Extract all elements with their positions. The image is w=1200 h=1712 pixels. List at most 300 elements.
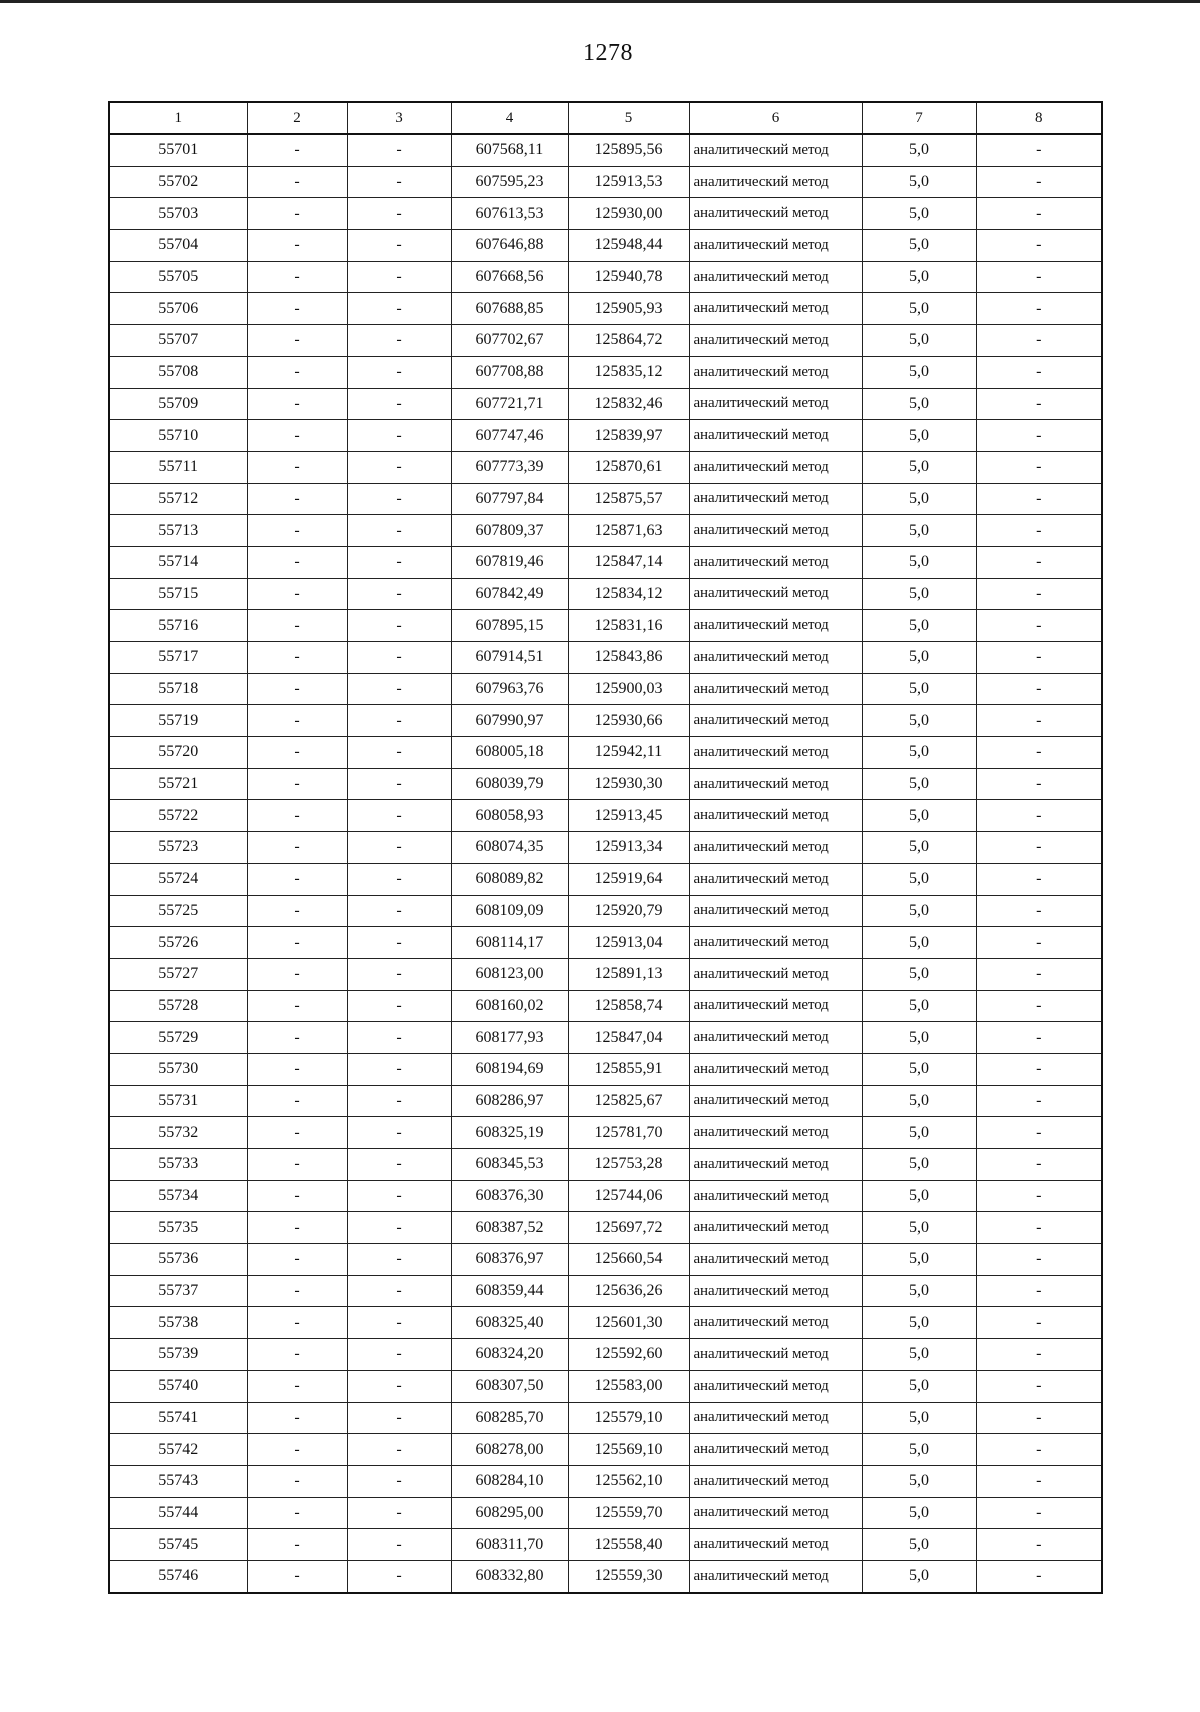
table-row <box>109 1402 1102 1434</box>
table-cell: - <box>347 927 451 959</box>
table-cell: 5,0 <box>862 1560 976 1592</box>
table-cell: аналитический метод <box>689 451 862 483</box>
table-cell: - <box>347 1307 451 1339</box>
table-cell: 55718 <box>109 673 247 705</box>
table-cell: - <box>347 483 451 515</box>
table-row <box>109 958 1102 990</box>
table-row <box>109 515 1102 547</box>
table-row <box>109 1149 1102 1181</box>
table-cell: 55707 <box>109 325 247 357</box>
table-cell: - <box>247 1244 347 1276</box>
table-cell: 55727 <box>109 958 247 990</box>
table-cell: 5,0 <box>862 293 976 325</box>
table-cell: 55732 <box>109 1117 247 1149</box>
table-cell: - <box>247 1275 347 1307</box>
table-cell: аналитический метод <box>689 863 862 895</box>
table-cell: 55742 <box>109 1434 247 1466</box>
table-cell: 55720 <box>109 737 247 769</box>
table-cell: 5,0 <box>862 863 976 895</box>
table-cell: 5,0 <box>862 1275 976 1307</box>
table-cell: 55746 <box>109 1560 247 1592</box>
table-cell: 125930,00 <box>568 198 689 230</box>
table-cell: 5,0 <box>862 1053 976 1085</box>
table-cell: 55704 <box>109 230 247 262</box>
table-cell: - <box>347 1117 451 1149</box>
table-cell: 607708,88 <box>451 356 568 388</box>
table-cell: - <box>247 863 347 895</box>
table-cell: 608332,80 <box>451 1560 568 1592</box>
table-cell: 608114,17 <box>451 927 568 959</box>
table-cell: 55701 <box>109 134 247 166</box>
table-cell: 55741 <box>109 1402 247 1434</box>
table-cell: 608177,93 <box>451 1022 568 1054</box>
table-cell: 55721 <box>109 768 247 800</box>
table-cell: - <box>247 1370 347 1402</box>
table-row <box>109 1339 1102 1371</box>
table-cell: - <box>976 230 1102 262</box>
table-cell: 608194,69 <box>451 1053 568 1085</box>
scan-edge-line <box>0 0 1200 3</box>
table-cell: 5,0 <box>862 1180 976 1212</box>
table-cell: - <box>347 356 451 388</box>
table-cell: 55740 <box>109 1370 247 1402</box>
table-row <box>109 198 1102 230</box>
table-cell: аналитический метод <box>689 800 862 832</box>
table-cell: 125835,12 <box>568 356 689 388</box>
table-cell: - <box>247 1307 347 1339</box>
table-cell: 608311,70 <box>451 1529 568 1561</box>
table-cell: аналитический метод <box>689 420 862 452</box>
table-cell: аналитический метод <box>689 1022 862 1054</box>
table-row <box>109 325 1102 357</box>
table-cell: - <box>247 451 347 483</box>
table-cell: 608123,00 <box>451 958 568 990</box>
table-cell: - <box>976 1244 1102 1276</box>
table-cell: - <box>976 705 1102 737</box>
table-cell: 125839,97 <box>568 420 689 452</box>
table-cell: - <box>347 800 451 832</box>
table-row <box>109 1465 1102 1497</box>
table-cell: - <box>347 388 451 420</box>
table-cell: аналитический метод <box>689 1497 862 1529</box>
table-cell: 5,0 <box>862 832 976 864</box>
table-cell: 125913,04 <box>568 927 689 959</box>
table-cell: 125697,72 <box>568 1212 689 1244</box>
table-cell: - <box>976 388 1102 420</box>
table-cell: 125870,61 <box>568 451 689 483</box>
table-cell: - <box>347 451 451 483</box>
table-cell: - <box>247 1434 347 1466</box>
table-cell: 5,0 <box>862 990 976 1022</box>
table-cell: 125900,03 <box>568 673 689 705</box>
table-cell: 55743 <box>109 1465 247 1497</box>
table-cell: - <box>247 388 347 420</box>
table-cell: - <box>976 927 1102 959</box>
table-cell: - <box>976 642 1102 674</box>
table-cell: - <box>976 1275 1102 1307</box>
table-cell: 55739 <box>109 1339 247 1371</box>
table-cell: - <box>976 166 1102 198</box>
table-cell: 125919,64 <box>568 863 689 895</box>
table-cell: 125781,70 <box>568 1117 689 1149</box>
table-cell: 55731 <box>109 1085 247 1117</box>
table-cell: 55733 <box>109 1149 247 1181</box>
table-cell: 5,0 <box>862 261 976 293</box>
column-header: 4 <box>451 102 568 134</box>
table-cell: 608324,20 <box>451 1339 568 1371</box>
table-cell: 5,0 <box>862 1085 976 1117</box>
table-cell: 125855,91 <box>568 1053 689 1085</box>
table-cell: 55726 <box>109 927 247 959</box>
table-row <box>109 610 1102 642</box>
table-cell: 55706 <box>109 293 247 325</box>
table-cell: - <box>976 1085 1102 1117</box>
table-cell: - <box>247 642 347 674</box>
table-cell: - <box>976 546 1102 578</box>
table-cell: 607688,85 <box>451 293 568 325</box>
table-cell: 55711 <box>109 451 247 483</box>
table-cell: аналитический метод <box>689 958 862 990</box>
table-cell: 608005,18 <box>451 737 568 769</box>
table-cell: 55737 <box>109 1275 247 1307</box>
table-cell: 607895,15 <box>451 610 568 642</box>
table-cell: аналитический метод <box>689 515 862 547</box>
table-cell: 607568,11 <box>451 134 568 166</box>
table-cell: аналитический метод <box>689 230 862 262</box>
table-cell: - <box>247 800 347 832</box>
table-cell: - <box>347 1085 451 1117</box>
table-cell: - <box>347 990 451 1022</box>
table-cell: - <box>347 1370 451 1402</box>
table-cell: - <box>347 1339 451 1371</box>
table-row <box>109 863 1102 895</box>
table-cell: - <box>347 895 451 927</box>
table-cell: - <box>976 451 1102 483</box>
table-cell: 5,0 <box>862 198 976 230</box>
table-row <box>109 705 1102 737</box>
table-cell: аналитический метод <box>689 1117 862 1149</box>
table-cell: - <box>247 1085 347 1117</box>
table-cell: 125636,26 <box>568 1275 689 1307</box>
table-cell: 608285,70 <box>451 1402 568 1434</box>
table-cell: - <box>347 737 451 769</box>
table-header-row <box>109 102 1102 134</box>
table-cell: - <box>347 578 451 610</box>
table-cell: 607773,39 <box>451 451 568 483</box>
table-row <box>109 261 1102 293</box>
table-cell: 608359,44 <box>451 1275 568 1307</box>
table-row <box>109 1560 1102 1592</box>
table-cell: - <box>976 673 1102 705</box>
table-cell: - <box>247 737 347 769</box>
table-cell: - <box>347 1244 451 1276</box>
table-cell: - <box>247 420 347 452</box>
table-cell: 5,0 <box>862 483 976 515</box>
table-cell: аналитический метод <box>689 642 862 674</box>
table-cell: 55738 <box>109 1307 247 1339</box>
table-cell: 608039,79 <box>451 768 568 800</box>
table-row <box>109 768 1102 800</box>
table-cell: 5,0 <box>862 1149 976 1181</box>
table-cell: - <box>247 293 347 325</box>
table-cell: - <box>347 166 451 198</box>
table-cell: 5,0 <box>862 768 976 800</box>
table-cell: - <box>247 134 347 166</box>
table-row <box>109 990 1102 1022</box>
table-cell: 5,0 <box>862 1339 976 1371</box>
table-cell: аналитический метод <box>689 610 862 642</box>
table-cell: - <box>347 1434 451 1466</box>
table-cell: - <box>976 895 1102 927</box>
table-cell: 55714 <box>109 546 247 578</box>
table-cell: - <box>247 1529 347 1561</box>
table-cell: 125895,56 <box>568 134 689 166</box>
table-cell: - <box>976 1465 1102 1497</box>
table-cell: - <box>976 1560 1102 1592</box>
table-cell: аналитический метод <box>689 1402 862 1434</box>
table-cell: 5,0 <box>862 1465 976 1497</box>
table-cell: 5,0 <box>862 546 976 578</box>
table-cell: 125847,04 <box>568 1022 689 1054</box>
table-row <box>109 578 1102 610</box>
table-cell: 5,0 <box>862 1402 976 1434</box>
table-cell: 125843,86 <box>568 642 689 674</box>
page-number: 1278 <box>583 40 633 66</box>
table-cell: 607595,23 <box>451 166 568 198</box>
table-row <box>109 927 1102 959</box>
table-row <box>109 1275 1102 1307</box>
table-row <box>109 230 1102 262</box>
table-cell: - <box>247 927 347 959</box>
table-cell: - <box>976 800 1102 832</box>
table-cell: 5,0 <box>862 230 976 262</box>
table-cell: - <box>247 610 347 642</box>
table-cell: 125834,12 <box>568 578 689 610</box>
table-cell: 5,0 <box>862 134 976 166</box>
table-cell: 5,0 <box>862 515 976 547</box>
table-cell: 607613,53 <box>451 198 568 230</box>
table-row <box>109 1117 1102 1149</box>
table-cell: - <box>347 1022 451 1054</box>
table-cell: аналитический метод <box>689 134 862 166</box>
table-cell: - <box>976 1053 1102 1085</box>
table-cell: - <box>976 1149 1102 1181</box>
table-cell: 55736 <box>109 1244 247 1276</box>
table-cell: - <box>347 1180 451 1212</box>
table-cell: - <box>347 1560 451 1592</box>
table-cell: аналитический метод <box>689 166 862 198</box>
table-cell: 55734 <box>109 1180 247 1212</box>
table-cell: 5,0 <box>862 451 976 483</box>
table-cell: аналитический метод <box>689 1434 862 1466</box>
table-cell: - <box>976 515 1102 547</box>
table-row <box>109 895 1102 927</box>
table-cell: - <box>347 293 451 325</box>
table-cell: - <box>976 863 1102 895</box>
table-cell: 55729 <box>109 1022 247 1054</box>
table-cell: 608286,97 <box>451 1085 568 1117</box>
table-cell: - <box>247 895 347 927</box>
table-cell: - <box>976 1022 1102 1054</box>
table-cell: аналитический метод <box>689 293 862 325</box>
table-cell: 607809,37 <box>451 515 568 547</box>
table-cell: - <box>976 1370 1102 1402</box>
table-cell: 125569,10 <box>568 1434 689 1466</box>
table-cell: - <box>347 768 451 800</box>
table-cell: аналитический метод <box>689 1275 862 1307</box>
table-cell: - <box>247 261 347 293</box>
table-cell: 55744 <box>109 1497 247 1529</box>
table-cell: - <box>976 1434 1102 1466</box>
column-header: 3 <box>347 102 451 134</box>
table-cell: - <box>247 515 347 547</box>
table-row <box>109 1244 1102 1276</box>
table-cell: - <box>347 1212 451 1244</box>
table-cell: аналитический метод <box>689 578 862 610</box>
table-cell: 608387,52 <box>451 1212 568 1244</box>
table-cell: аналитический метод <box>689 1370 862 1402</box>
table-cell: 125601,30 <box>568 1307 689 1339</box>
table-cell: - <box>976 198 1102 230</box>
table-cell: - <box>347 546 451 578</box>
table-cell: - <box>247 166 347 198</box>
table-cell: - <box>247 546 347 578</box>
table-cell: 55713 <box>109 515 247 547</box>
table-cell: - <box>247 1339 347 1371</box>
column-header: 5 <box>568 102 689 134</box>
table-cell: 607914,51 <box>451 642 568 674</box>
table-cell: 5,0 <box>862 1434 976 1466</box>
table-cell: 125913,45 <box>568 800 689 832</box>
table-cell: аналитический метод <box>689 325 862 357</box>
table-cell: аналитический метод <box>689 673 862 705</box>
table-cell: 608284,10 <box>451 1465 568 1497</box>
table-cell: 125832,46 <box>568 388 689 420</box>
table-cell: - <box>347 230 451 262</box>
table-cell: 125559,70 <box>568 1497 689 1529</box>
table-cell: - <box>347 610 451 642</box>
table-cell: - <box>347 642 451 674</box>
table-cell: аналитический метод <box>689 1244 862 1276</box>
table-cell: - <box>976 134 1102 166</box>
table-cell: - <box>247 673 347 705</box>
table-cell: 608325,40 <box>451 1307 568 1339</box>
table-cell: аналитический метод <box>689 1180 862 1212</box>
table-cell: 125579,10 <box>568 1402 689 1434</box>
table-cell: - <box>247 990 347 1022</box>
table-cell: 607963,76 <box>451 673 568 705</box>
table-cell: аналитический метод <box>689 768 862 800</box>
table-cell: 607721,71 <box>451 388 568 420</box>
table-cell: - <box>976 737 1102 769</box>
table-cell: аналитический метод <box>689 388 862 420</box>
table-cell: - <box>347 863 451 895</box>
table-cell: аналитический метод <box>689 1212 862 1244</box>
table-cell: - <box>247 1497 347 1529</box>
table-cell: аналитический метод <box>689 737 862 769</box>
table-cell: 55712 <box>109 483 247 515</box>
table-cell: - <box>247 325 347 357</box>
table-cell: - <box>247 1465 347 1497</box>
table-row <box>109 1180 1102 1212</box>
table-cell: 125562,10 <box>568 1465 689 1497</box>
table-row <box>109 1022 1102 1054</box>
table-cell: 55709 <box>109 388 247 420</box>
table-cell: аналитический метод <box>689 1307 862 1339</box>
table-cell: аналитический метод <box>689 705 862 737</box>
column-header: 1 <box>109 102 247 134</box>
table-cell: - <box>976 1339 1102 1371</box>
table-cell: - <box>976 958 1102 990</box>
table-cell: - <box>347 1149 451 1181</box>
table-cell: 125930,30 <box>568 768 689 800</box>
table-cell: 125942,11 <box>568 737 689 769</box>
table-cell: 608376,30 <box>451 1180 568 1212</box>
coordinates-table <box>108 101 1103 1594</box>
table-cell: 55724 <box>109 863 247 895</box>
table-row <box>109 1497 1102 1529</box>
table-cell: 55717 <box>109 642 247 674</box>
table-cell: - <box>347 1529 451 1561</box>
table-cell: аналитический метод <box>689 832 862 864</box>
table-cell: - <box>247 1212 347 1244</box>
table-cell: - <box>976 1180 1102 1212</box>
table-row <box>109 546 1102 578</box>
table-cell: - <box>976 990 1102 1022</box>
table-cell: 125940,78 <box>568 261 689 293</box>
table-cell: 125583,00 <box>568 1370 689 1402</box>
table-cell: 125825,67 <box>568 1085 689 1117</box>
table-cell: - <box>247 768 347 800</box>
table-cell: 125753,28 <box>568 1149 689 1181</box>
table-cell: 125559,30 <box>568 1560 689 1592</box>
table-cell: 125847,14 <box>568 546 689 578</box>
table-cell: 5,0 <box>862 1117 976 1149</box>
table-row <box>109 166 1102 198</box>
table-cell: аналитический метод <box>689 895 862 927</box>
table-cell: - <box>976 1497 1102 1529</box>
table-cell: - <box>976 420 1102 452</box>
table-cell: - <box>347 673 451 705</box>
table-cell: - <box>247 1149 347 1181</box>
table-cell: 55715 <box>109 578 247 610</box>
table-row <box>109 1434 1102 1466</box>
table-cell: - <box>247 1022 347 1054</box>
table-cell: 5,0 <box>862 1497 976 1529</box>
table-cell: 125592,60 <box>568 1339 689 1371</box>
table-cell: 55719 <box>109 705 247 737</box>
table-cell: 5,0 <box>862 610 976 642</box>
table-cell: 607646,88 <box>451 230 568 262</box>
table-cell: 125905,93 <box>568 293 689 325</box>
table-cell: - <box>347 198 451 230</box>
table-cell: - <box>247 1560 347 1592</box>
table-cell: аналитический метод <box>689 990 862 1022</box>
table-row <box>109 293 1102 325</box>
column-header: 6 <box>689 102 862 134</box>
table-cell: 125858,74 <box>568 990 689 1022</box>
table-cell: 5,0 <box>862 325 976 357</box>
table-cell: 5,0 <box>862 737 976 769</box>
table-cell: 5,0 <box>862 356 976 388</box>
table-cell: аналитический метод <box>689 1339 862 1371</box>
table-cell: 608160,02 <box>451 990 568 1022</box>
table-row <box>109 356 1102 388</box>
table-cell: 5,0 <box>862 927 976 959</box>
column-header: 7 <box>862 102 976 134</box>
table-cell: - <box>976 356 1102 388</box>
table-row <box>109 1212 1102 1244</box>
